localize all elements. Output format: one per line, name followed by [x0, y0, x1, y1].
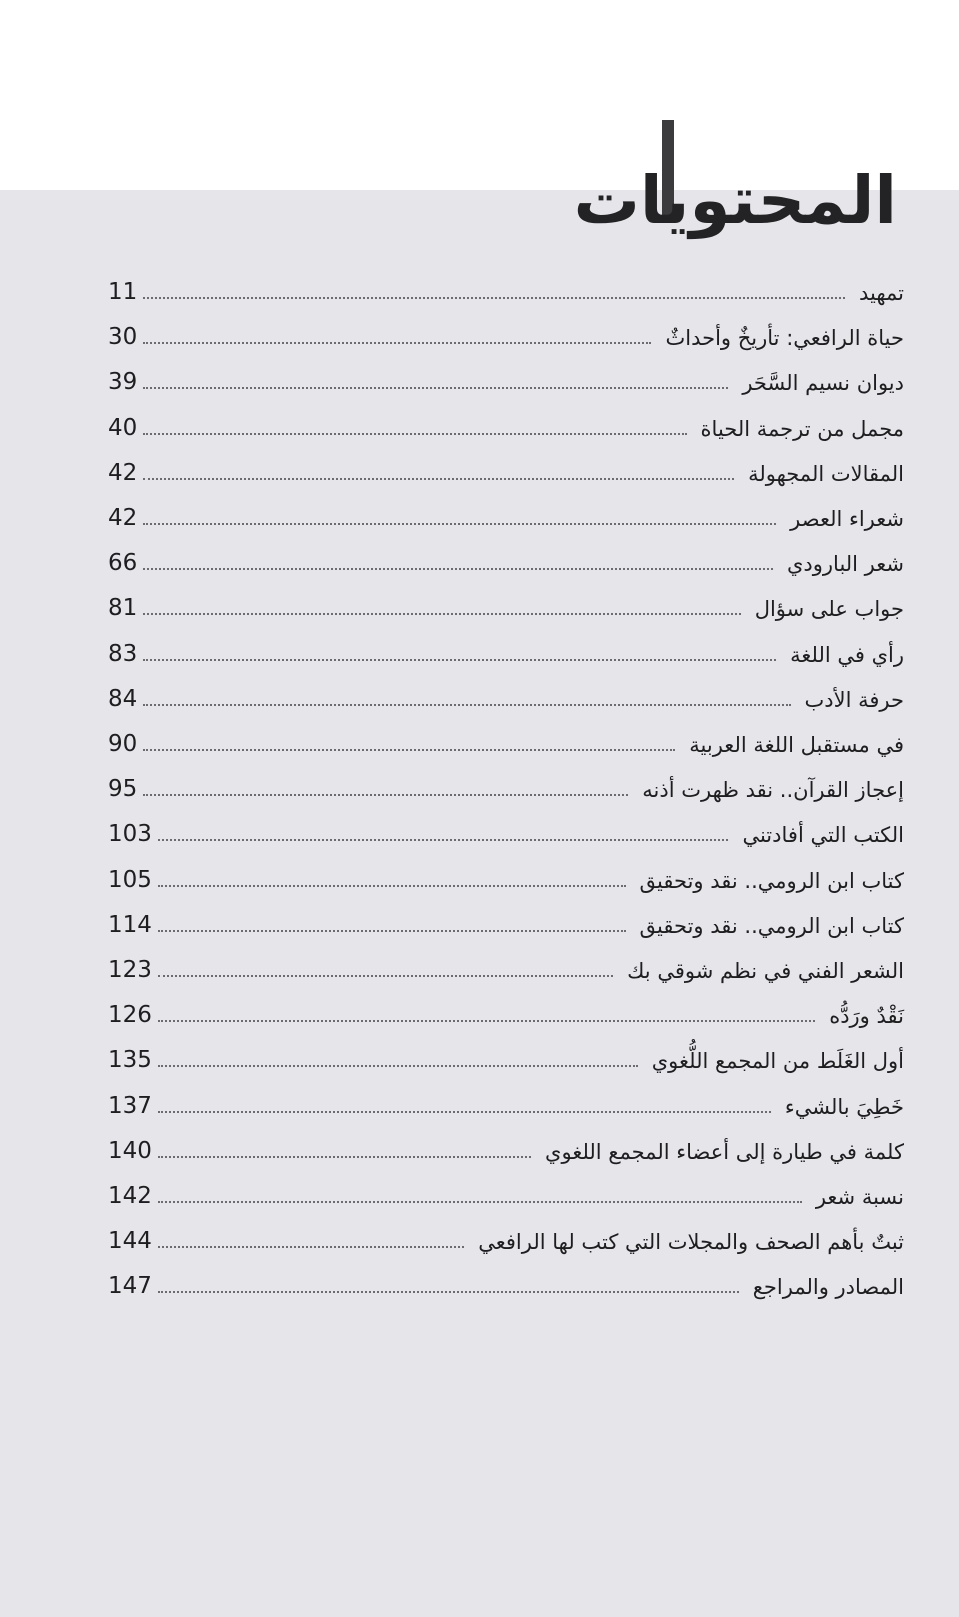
entry-page-number: 126 — [108, 1002, 152, 1029]
dot-leader — [158, 1020, 815, 1022]
entry-page-number: 95 — [108, 776, 138, 803]
toc-entry — [108, 313, 904, 353]
dot-leader — [158, 1291, 739, 1293]
entry-page-number: 103 — [108, 821, 152, 848]
entry-title: تمهيد — [858, 281, 904, 305]
entry-title: كتاب ابن الرومي.. نقد وتحقيق — [639, 868, 904, 893]
toc-entry — [108, 991, 904, 1031]
dot-leader — [143, 613, 741, 615]
toc-entry — [108, 901, 904, 941]
toc-entry — [108, 810, 904, 850]
entry-title: أول الغَلَط من المجمع اللُّغوي — [651, 1049, 904, 1074]
toc-entry — [108, 720, 904, 760]
entry-page-number: 105 — [108, 866, 152, 893]
dot-leader — [143, 387, 728, 389]
dot-leader — [158, 1201, 802, 1203]
entry-page-number: 66 — [108, 550, 138, 577]
dot-leader — [143, 794, 628, 796]
toc-entry — [108, 1262, 904, 1302]
dot-leader — [158, 1246, 464, 1248]
dot-leader — [143, 433, 687, 435]
entry-title: حرفة الأدب — [804, 687, 904, 712]
dot-leader — [158, 1065, 638, 1067]
entry-title: حياة الرافعي: تأريخٌ وأحداثٌ — [665, 326, 904, 351]
entry-title: في مستقبل اللغة العربية — [689, 733, 904, 757]
dot-leader — [143, 478, 734, 480]
dot-leader — [143, 568, 773, 570]
entry-page-number: 142 — [108, 1183, 152, 1209]
entry-page-number: 147 — [108, 1273, 152, 1300]
entry-title: نسبة شعر — [815, 1185, 904, 1209]
toc-entry — [108, 856, 904, 896]
entry-page-number: 140 — [108, 1137, 152, 1164]
dot-leader — [158, 930, 626, 932]
entry-page-number: 11 — [108, 279, 138, 305]
dot-leader — [158, 1156, 531, 1158]
entry-title: الكتب التي أفادتني — [742, 823, 904, 848]
toc-entry — [108, 765, 904, 805]
entry-page-number: 84 — [108, 685, 138, 712]
dot-leader — [143, 704, 791, 706]
entry-page-number: 81 — [108, 595, 138, 622]
page-title: المحتويات — [573, 162, 897, 239]
entry-page-number: 135 — [108, 1047, 152, 1074]
entry-page-number: 137 — [108, 1092, 152, 1119]
entry-page-number: 39 — [108, 369, 138, 396]
dot-leader — [143, 749, 675, 751]
entry-title: شعراء العصر — [790, 507, 904, 531]
entry-title: ثبتٌ بأهم الصحف والمجلات التي كتب لها الرافعي — [478, 1230, 904, 1255]
dot-leader — [143, 523, 776, 525]
dot-leader — [158, 1111, 771, 1113]
dot-leader — [143, 659, 776, 661]
dot-leader — [158, 975, 613, 977]
entry-page-number: 30 — [108, 324, 138, 351]
entry-page-number: 42 — [108, 459, 138, 486]
toc-entry — [108, 675, 904, 715]
dot-leader — [158, 885, 626, 887]
toc-entry — [108, 268, 904, 308]
toc-entry — [108, 1082, 904, 1122]
entry-title: رأي في اللغة — [790, 642, 904, 667]
toc-entry — [108, 630, 904, 670]
entry-title: شعر البارودي — [786, 552, 904, 577]
entry-title: ديوان نسيم السَّحَر — [742, 371, 904, 396]
entry-title: المقالات المجهولة — [748, 461, 904, 486]
dot-leader — [158, 839, 728, 841]
entry-page-number: 90 — [108, 731, 138, 757]
toc-entry — [108, 584, 904, 624]
entry-page-number: 42 — [108, 505, 138, 531]
entry-page-number: 83 — [108, 640, 138, 667]
entry-title: الشعر الفني في نظم شوقي بك — [627, 959, 904, 983]
toc-entry — [108, 1036, 904, 1076]
toc-entry — [108, 358, 904, 398]
entry-title: كتاب ابن الرومي.. نقد وتحقيق — [639, 913, 904, 938]
entry-title: خَطِيَ بالشيء — [784, 1094, 904, 1119]
toc-entry — [108, 449, 904, 489]
toc-entry — [108, 494, 904, 534]
toc-entry — [108, 404, 904, 444]
entry-title: نَقْدٌ ورَدُّه — [829, 1004, 904, 1029]
entry-title: مجمل من ترجمة الحياة — [700, 416, 904, 441]
entry-page-number: 114 — [108, 911, 152, 938]
entry-title: كلمة في طيارة إلى أعضاء المجمع اللغوي — [545, 1139, 904, 1164]
dot-leader — [143, 297, 845, 299]
toc-entry — [108, 946, 904, 986]
entry-title: إعجاز القرآن.. نقد ظهرت أذنه — [642, 778, 904, 803]
toc-entry — [108, 1172, 904, 1212]
entry-title: المصادر والمراجع — [752, 1275, 904, 1300]
toc-entry — [108, 1217, 904, 1257]
dot-leader — [143, 342, 651, 344]
entry-page-number: 144 — [108, 1228, 152, 1255]
entry-page-number: 40 — [108, 414, 138, 441]
entry-title: جواب على سؤال — [754, 597, 904, 622]
entry-page-number: 123 — [108, 957, 152, 983]
toc-entry — [108, 1127, 904, 1167]
toc-entry — [108, 539, 904, 579]
